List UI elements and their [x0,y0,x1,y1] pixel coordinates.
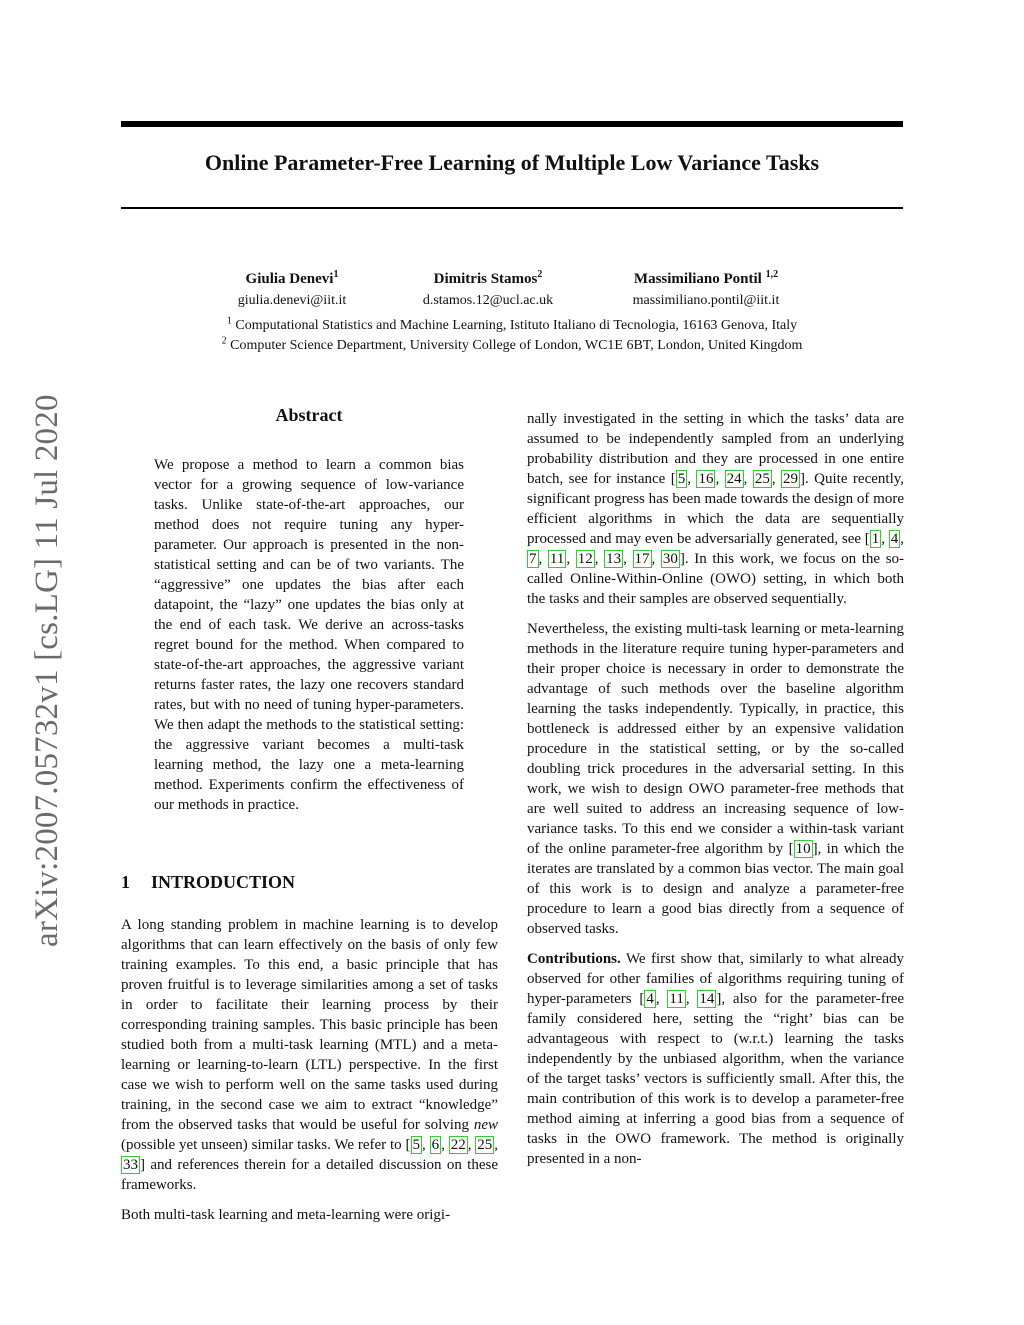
right-paragraph-2: Nevertheless, the existing multi-task learning or meta-learning methods in the literature require tuning hyper-parameters and their proper choice is necessary in order to demonstrate the advantage of such methods over the baseline algorithm learning the tasks independently. Typically, in practice, this bottleneck is addressed either by an expensive validation procedure in the statistical setting, or by the so-called doubling trick procedures in the adversarial setting. In this work, we wish to design OWO parameter-free methods that are well suited to address an increasing sequence of low-variance tasks. To this end we consider a within-task variant of the online parameter-free algorithm by [ 10 ], in which the iterates are translated by a common bias vector. The main goal of this work is to design and analyze a parameter-free procedure to learn a good bias directly from a sequence of observed tasks. [527,621,904,937]
citation-link[interactable]: 24 [726,471,742,487]
abstract-heading: Abstract [275,405,343,425]
citation-link[interactable]: 29 [783,471,798,487]
citation-link[interactable]: 22 [450,1137,466,1153]
author-name: Massimiliano Pontil $^{1,2}$ [633,269,779,287]
intro-paragraph-2: Both multi-task learning and meta-learning were origi- [121,1207,451,1223]
title-rule-top [121,121,903,127]
citation-link[interactable]: 5 [412,1137,421,1153]
citation-link[interactable]: 25 [477,1137,493,1153]
citation-link[interactable]: 11 [549,551,565,567]
right-paragraph-1: nally investigated in the setting in which the tasks’ data are assumed to be independently sampled from an underlying probability distribution and they are processed in one entire batch, see for instance [ 5 , 16 , 24 , 25 , 29 ]. Quite recently, significant progress has been made towards the design of more efficient algorithms in which the data are sequentially processed and may even be adversarially generated, see [ 1 , 4 , 7 , 11 , 12 , 13 , 17 , 30 ]. In this work, we focus on the so-called Online-Within-Online (OWO) setting, in which both the tasks and their samples are observed sequentially. [527,411,905,607]
abstract-text: We propose a method to learn a common bias vector for a growing sequence of low-variance tasks. Unlike state-of-the-art approaches, our method does not require tuning any hyper-parameter. Our approach is presented in the non-statistical setting and can be of two variants. The “aggressive” one updates the bias after each datapoint, the “lazy” one updates the bias only at the end of each task. We derive an across-tasks regret bound for the method. When compared to state-of-the-art approaches, the aggressive variant returns faster rates, the lazy one recovers standard rates, but with no need of tuning hyper-parameters. We then adapt the methods to the statistical setting: the aggressive variant becomes a multi-task learning method, the lazy one a meta-learning method. Experiments confirm the effectiveness of our methods in practice. [154,457,464,813]
citation-link[interactable]: 14 [699,991,715,1007]
author-email: massimiliano.pontil@iit.it [632,293,780,308]
author-email: d.stamos.12@ucl.ac.uk [422,293,554,308]
citation-link[interactable]: 33 [123,1157,138,1173]
citation-link[interactable]: 30 [662,551,678,567]
citation-link[interactable]: 10 [795,841,811,857]
author-1 [214,268,370,312]
author-2 [405,268,571,312]
affiliation-2: $^2$ Computer Science Department, University College of London, WC1E 6BT, London, United Kingdom [221,335,803,353]
author-email: giulia.denevi@iit.it [237,293,347,308]
citation-link[interactable]: 1 [871,531,880,547]
author-name: Giulia Denevi$^1$ [245,269,339,287]
left-column [121,915,498,1235]
citation-link[interactable]: 16 [698,471,714,487]
right-column [527,409,904,1179]
author-3 [608,268,804,312]
title-rule-bottom [121,207,903,209]
arxiv-stamp: arXiv:2007.05732v1 [cs.LG] 11 Jul 2020 [29,394,65,947]
affiliation-1: $^1$ Computational Statistics and Machine Learning, Istituto Italiano di Tecnologia, 16163 Genova, Italy [226,315,798,333]
citation-link[interactable]: 6 [431,1137,440,1153]
citation-link[interactable]: 11 [669,991,684,1007]
intro-paragraph-1: A long standing problem in machine learning is to develop algorithms that can learn effectively on the basis of only few training examples. To this end, a basic principle that has proven fruitful is to leverage similarities among a set of tasks in order to facilitate their learning process by their corresponding training samples. This basic principle has been studied both from a multi-task learning (MTL) and a meta-learning or learning-to-learn (LTL) perspective. In the first case we wish to perform well on the same tasks used during training, in the second case we aim to extract “knowledge” from the observed tasks that would be useful for solving new (possible yet unseen) similar tasks. We refer to [ 5 , 6 , 22 , 25 , 33 ] and references therein for a detailed discussion on these frameworks. [121,917,499,1193]
citation-link[interactable]: 13 [606,551,622,567]
author-name: Dimitris Stamos$^2$ [433,269,543,287]
contributions-paragraph: Contributions. We first show that, similarly to what already observed for other families of algorithms requiring tuning of hyper-parameters [ 4 , 11 , 14 ], also for the parameter-free family considered here, setting the “right’ bias can be advantageous with respect to (w.r.t.) learning the tasks independently by the unbiased algorithm, when the variance of the target tasks’ vectors is sufficiently small. After this, the main contribution of this work is to develop a parameter-free method aiming at inferring a good bias from a sequence of tasks in the OWO framework. The method is originally presented in a non- [527,951,905,1167]
section-heading: 1 INTRODUCTION [121,872,296,892]
citation-link[interactable]: 4 [646,991,654,1007]
citation-link[interactable]: 7 [529,551,537,567]
citation-link[interactable]: 12 [577,551,593,567]
citation-link[interactable]: 17 [634,551,650,567]
citation-link[interactable]: 25 [754,471,770,487]
contributions-lead: Contributions. [527,951,621,967]
paper-title: Online Parameter-Free Learning of Multiple Low Variance Tasks [204,150,820,175]
citation-link[interactable]: 4 [890,531,899,547]
citation-link[interactable]: 5 [677,471,686,487]
